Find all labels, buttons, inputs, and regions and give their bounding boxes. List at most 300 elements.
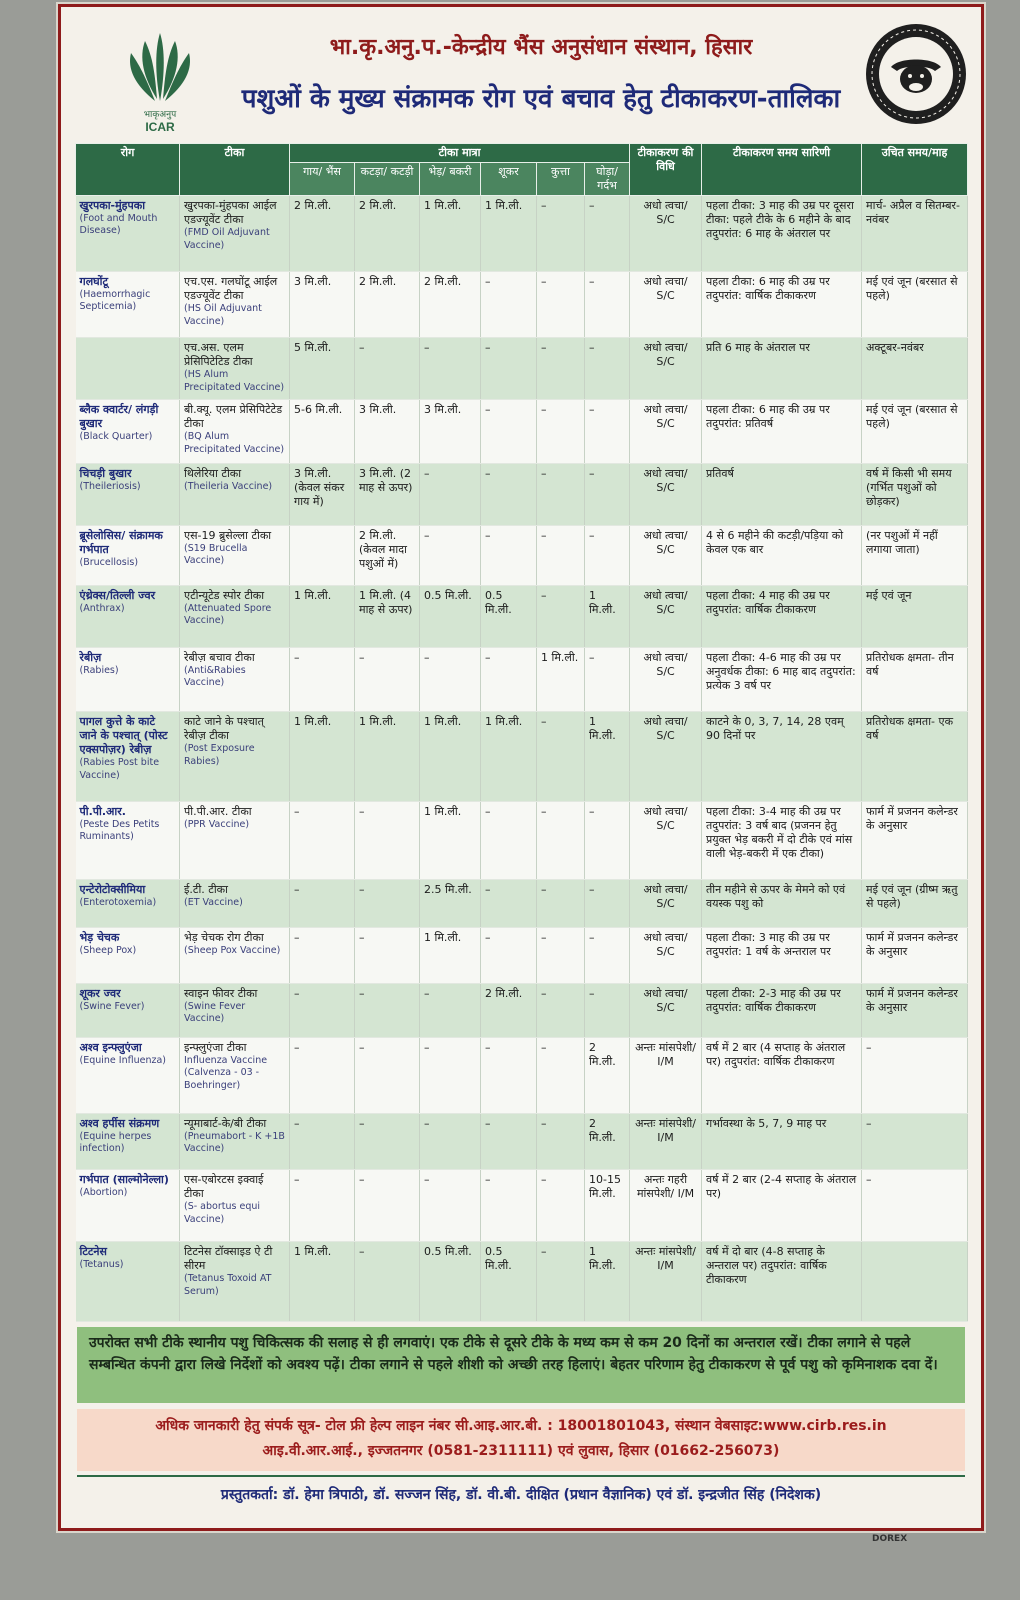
schedule-cell	[702, 338, 862, 400]
disease-cell	[76, 1114, 180, 1170]
dose-cell	[420, 712, 481, 802]
disease-name-en: (Enterotoxemia)	[79, 897, 157, 909]
vaccine-cell	[180, 196, 290, 272]
method-value: अधो त्वचा/ S/C	[643, 403, 688, 431]
schedule-value: 4 से 6 महीने की कटड़ी/पड़िया को केवल एक बार	[706, 529, 844, 557]
poster-header	[61, 7, 981, 142]
method-cell	[630, 984, 702, 1038]
institute-name: भा.कृ.अनु.प.-केन्द्रीय भैंस अनुसंधान संस्थान, हिसार	[329, 35, 753, 60]
dose-cell	[585, 984, 630, 1038]
dose-cell	[585, 1242, 630, 1322]
dose-cell	[290, 1170, 355, 1242]
disease-cell	[76, 1038, 180, 1114]
dose-cell	[420, 586, 481, 648]
table-row	[76, 586, 968, 648]
advisory-note: उपरोक्त सभी टीके स्थानीय पशु चिकित्सक की सलाह से ही लगवाएं। एक टीके से दूसरे टीके के मध्य कम से कम 20 दिनों का अन्तराल रखें। टीका लगाने से पहले सम्बन्धित कंपनी द्वारा लिखे निर्देशों को अवश्य पढ़ें। टीका लगाने से पहले शीशी को अच्छी तरह हिलाएं। बेहतर परिणाम हेतु टीकाकरण से पूर्व पशु को कृमिनाशक दवा दें।	[77, 1327, 965, 1403]
disease-name: ब्लैक क्वार्टर/ लंगड़ी बुखार	[79, 403, 159, 431]
method-value: अधो त्वचा/ S/C	[643, 651, 688, 679]
vaccine-name: पी.पी.आर. टीका	[184, 805, 252, 819]
season-cell	[862, 526, 968, 586]
vaccine-name-en: (HS Alum Precipitated Vaccine)	[184, 369, 285, 393]
dose-cell	[481, 338, 537, 400]
schedule-cell	[702, 1170, 862, 1242]
col-vaccine: टीका	[180, 144, 290, 196]
dose-cell	[420, 526, 481, 586]
dose-value: –	[294, 883, 300, 897]
season-cell	[862, 648, 968, 712]
dose-value: –	[424, 651, 430, 665]
dose-value: –	[541, 199, 547, 213]
season-cell	[862, 1114, 968, 1170]
dose-value: 1 मि.ली.	[294, 1245, 332, 1259]
disease-cell	[76, 586, 180, 648]
schedule-cell	[702, 1114, 862, 1170]
vaccine-name: इन्फ्लुएंजा टीका	[184, 1041, 247, 1055]
dose-cell	[537, 526, 585, 586]
schedule-value: पहला टीका: 4-6 माह की उम्र पर अनुवर्धक टीका: 6 माह बाद तदुपरांत: प्रत्येक 3 वर्ष पर	[706, 651, 856, 693]
vaccine-name: भेड़ चेचक रोग टीका	[184, 931, 264, 945]
vaccination-table	[75, 143, 968, 1322]
dose-value: –	[541, 403, 547, 417]
vaccine-cell	[180, 400, 290, 464]
dose-cell	[537, 648, 585, 712]
season-cell	[862, 464, 968, 526]
table-row	[76, 400, 968, 464]
dose-value: 1 मि.ली.	[589, 589, 616, 617]
dose-cell	[585, 1114, 630, 1170]
disease-cell	[76, 712, 180, 802]
dose-value: 2 मि.ली.	[359, 199, 397, 213]
method-value: अन्तः मांसपेशी/ I/M	[635, 1117, 696, 1145]
disease-name-en: (Tetanus)	[79, 1259, 124, 1271]
season-cell	[862, 984, 968, 1038]
vaccine-name-en: (Theileria Vaccine)	[184, 481, 273, 493]
season-cell	[862, 400, 968, 464]
dose-value: –	[589, 467, 595, 481]
dose-value: –	[589, 651, 595, 665]
vaccine-name-en: (Sheep Pox Vaccine)	[184, 945, 281, 957]
method-cell	[630, 526, 702, 586]
schedule-cell	[702, 400, 862, 464]
dose-value: –	[541, 467, 547, 481]
dose-value: –	[359, 1041, 365, 1055]
dose-cell	[481, 272, 537, 338]
table-row	[76, 196, 968, 272]
dose-cell	[355, 196, 420, 272]
method-value: अधो त्वचा/ S/C	[643, 987, 688, 1015]
dose-value: 1 मि.ली.	[424, 715, 462, 729]
vaccine-name: एस-19 ब्रुसेल्ला टीका	[184, 529, 272, 543]
dose-value: –	[294, 651, 300, 665]
dose-cell	[290, 1038, 355, 1114]
dose-cell	[537, 1242, 585, 1322]
disease-cell	[76, 648, 180, 712]
page-title: पशुओं के मुख्य संक्रामक रोग एवं बचाव हेतु टीकाकरण-तालिका	[241, 84, 841, 114]
dose-value: 3 मि.ली.	[359, 403, 397, 417]
vaccine-cell	[180, 712, 290, 802]
dose-value: –	[359, 1245, 365, 1259]
buffalo-seal-icon	[863, 21, 969, 127]
dose-value: 2 मि.ली.	[359, 275, 397, 289]
schedule-cell	[702, 196, 862, 272]
vaccine-name: टिटनेस टॉक्साइड ऐ टी सीरम	[184, 1245, 273, 1273]
disease-name-en: (Swine Fever)	[79, 1001, 145, 1013]
schedule-value: पहला टीका: 6 माह की उम्र पर तदुपरांत: वार्षिक टीकाकरण	[706, 275, 830, 303]
table-body	[76, 196, 968, 1322]
vaccine-name-en: (Swine Fever Vaccine)	[184, 1001, 246, 1025]
dose-cell	[290, 928, 355, 984]
dose-value: –	[589, 403, 595, 417]
season-value: मई एवं जून (बरसात से पहले)	[866, 275, 958, 303]
col-dose-horse: घोड़ा/ गर्दभ	[585, 163, 630, 196]
table-row	[76, 1170, 968, 1242]
method-value: अधो त्वचा/ S/C	[643, 341, 688, 369]
disease-name-en: (Black Quarter)	[79, 431, 153, 443]
method-cell	[630, 272, 702, 338]
dose-value: 2 मि.ली.	[424, 275, 462, 289]
season-cell	[862, 272, 968, 338]
dose-cell	[355, 712, 420, 802]
dose-value: –	[485, 1173, 491, 1187]
col-dose-cow: गाय/ भैंस	[290, 163, 355, 196]
col-dose: टीका मात्रा	[290, 144, 630, 163]
dose-value: –	[485, 529, 491, 543]
dose-value: –	[541, 931, 547, 945]
disease-name: अश्व इन्फ्लुएंजा	[79, 1041, 142, 1055]
dose-cell	[290, 984, 355, 1038]
dose-value: –	[359, 651, 365, 665]
vaccine-name: खुरपका-मुंहपका आईल एडज्यूवेंट टीका	[184, 199, 277, 227]
dose-cell	[420, 1170, 481, 1242]
vaccine-name: न्यूमाबार्ट-के/बी टीका	[184, 1117, 267, 1131]
method-cell	[630, 464, 702, 526]
dose-value: –	[589, 529, 595, 543]
dose-value: –	[541, 1117, 547, 1131]
disease-name: अश्व हर्पीस संक्रमण	[79, 1117, 160, 1131]
table-row	[76, 712, 968, 802]
schedule-cell	[702, 1038, 862, 1114]
schedule-value: पहला टीका: 3 माह की उम्र पर दूसरा टीका: पहले टीके के 6 महीने के बाद तदुपरांत: 6 माह के अंतराल पर	[706, 199, 854, 241]
schedule-value: वर्ष में 2 बार (4 सप्ताह के अंतराल पर) तदुपरांत: वार्षिक टीकाकरण	[706, 1041, 846, 1069]
method-value: अधो त्वचा/ S/C	[643, 883, 688, 911]
dose-cell	[420, 1038, 481, 1114]
dose-value: –	[359, 987, 365, 1001]
disease-cell	[76, 984, 180, 1038]
dose-cell	[420, 984, 481, 1038]
disease-name: गलघोंटू	[79, 275, 109, 289]
dose-value: –	[359, 883, 365, 897]
dose-cell	[420, 338, 481, 400]
dose-value: –	[485, 403, 491, 417]
dose-cell	[420, 928, 481, 984]
vaccine-name-en: (Anti&Rabies Vaccine)	[184, 665, 246, 689]
dose-cell	[481, 586, 537, 648]
dose-cell	[537, 272, 585, 338]
dose-value: 3 मि.ली.	[294, 275, 332, 289]
method-value: अधो त्वचा/ S/C	[643, 805, 688, 833]
season-value: –	[866, 1041, 872, 1055]
table-row	[76, 648, 968, 712]
dose-value: 1 मि.ली.	[424, 931, 462, 945]
vaccine-name-en: (FMD Oil Adjuvant Vaccine)	[184, 227, 270, 251]
dose-value: –	[424, 1173, 430, 1187]
dose-cell	[355, 400, 420, 464]
dose-cell	[355, 648, 420, 712]
disease-name: खुरपका-मुंहपका	[79, 199, 146, 213]
season-value: मई एवं जून (ग्रीष्म ऋतु से पहले)	[866, 883, 958, 911]
dose-cell	[290, 712, 355, 802]
vaccine-cell	[180, 1114, 290, 1170]
credits: प्रस्तुतकर्ता: डॉ. हेमा त्रिपाठी, डॉ. सज्जन सिंह, डॉ. वी.बी. दीक्षित (प्रधान वैज्ञानिक) एवं डॉ. इन्द्रजीत सिंह (निदेशक)	[77, 1475, 965, 1517]
col-disease: रोग	[76, 144, 180, 196]
dose-value: 1 मि.ली.	[294, 589, 332, 603]
schedule-cell	[702, 928, 862, 984]
dose-value: 1 मि.ली.	[424, 199, 462, 213]
disease-cell	[76, 1170, 180, 1242]
method-cell	[630, 400, 702, 464]
vaccine-name: एटीन्यूटेड स्पोर टीका	[184, 589, 265, 603]
schedule-cell	[702, 464, 862, 526]
col-season: उचित समय/माह	[862, 144, 968, 196]
dose-cell	[481, 526, 537, 586]
method-cell	[630, 648, 702, 712]
dose-value: –	[541, 341, 547, 355]
season-value: –	[866, 1173, 872, 1187]
vaccine-cell	[180, 338, 290, 400]
schedule-cell	[702, 272, 862, 338]
disease-name: पी.पी.आर.	[79, 805, 126, 819]
dose-cell	[290, 586, 355, 648]
disease-name: चिचड़ी बुखार	[79, 467, 132, 481]
dose-value: –	[541, 1041, 547, 1055]
dose-value: –	[485, 275, 491, 289]
dose-value: 0.5 मि.ली.	[424, 589, 472, 603]
dose-value: 3 मि.ली. (2 माह से ऊपर)	[359, 467, 413, 495]
disease-name-en: (Brucellosis)	[79, 557, 139, 569]
disease-name-en: (Foot and Mouth Disease)	[79, 213, 158, 237]
vaccine-cell	[180, 984, 290, 1038]
frame-brand: DOREX	[872, 1534, 908, 1544]
vaccine-name: ई.टी. टीका	[184, 883, 228, 897]
dose-value: –	[485, 651, 491, 665]
dose-value: –	[541, 1245, 547, 1259]
dose-cell	[481, 1114, 537, 1170]
dose-cell	[481, 1170, 537, 1242]
disease-cell	[76, 802, 180, 880]
method-value: अन्तः मांसपेशी/ I/M	[635, 1041, 696, 1069]
method-cell	[630, 1170, 702, 1242]
dose-value: –	[541, 589, 547, 603]
dose-cell	[355, 802, 420, 880]
col-dose-pig: शूकर	[481, 163, 537, 196]
dose-cell	[290, 272, 355, 338]
dose-cell	[355, 1114, 420, 1170]
dose-value: –	[424, 1041, 430, 1055]
vaccine-name: एच.एस. गलघोंटू आईल एडज्यूवेंट टीका	[184, 275, 278, 303]
table-row	[76, 1242, 968, 1322]
season-cell	[862, 196, 968, 272]
season-value: मई एवं जून (बरसात से पहले)	[866, 403, 958, 431]
dose-value: –	[485, 805, 491, 819]
schedule-value: तीन महीने से ऊपर के मेमने को एवं वयस्क पशु को	[706, 883, 846, 911]
dose-cell	[290, 526, 355, 586]
dose-cell	[355, 928, 420, 984]
dose-cell	[537, 586, 585, 648]
dose-cell	[537, 712, 585, 802]
dose-value: –	[485, 1117, 491, 1131]
dose-value: 2 मि.ली.	[589, 1117, 616, 1145]
vaccine-name: एच.अस. एलम प्रेसिपिटेटिड टीका	[184, 341, 253, 369]
dose-cell	[290, 880, 355, 928]
schedule-cell	[702, 984, 862, 1038]
schedule-cell	[702, 880, 862, 928]
schedule-cell	[702, 1242, 862, 1322]
season-value: प्रतिरोधक क्षमता- एक वर्ष	[866, 715, 954, 743]
dose-value: –	[485, 883, 491, 897]
dose-cell	[355, 338, 420, 400]
dose-cell	[355, 984, 420, 1038]
schedule-value: पहला टीका: 6 माह की उम्र पर तदुपरांत: प्रतिवर्ष	[706, 403, 830, 431]
season-cell	[862, 1038, 968, 1114]
dose-value: –	[294, 1173, 300, 1187]
wheat-logo-icon	[105, 19, 215, 137]
dose-value: –	[541, 275, 547, 289]
dose-value: 2 मि.ली. (केवल मादा पशुओं में)	[359, 529, 407, 571]
dose-cell	[585, 196, 630, 272]
dose-value: –	[485, 931, 491, 945]
dose-value: –	[541, 883, 547, 897]
dose-cell	[355, 1038, 420, 1114]
svg-text:भाकृअनुप: भाकृअनुप	[143, 110, 177, 120]
disease-cell	[76, 196, 180, 272]
dose-cell	[585, 400, 630, 464]
schedule-value: प्रति 6 माह के अंतराल पर	[706, 341, 810, 355]
dose-cell	[355, 586, 420, 648]
method-value: अधो त्वचा/ S/C	[643, 275, 688, 303]
dose-cell	[290, 1114, 355, 1170]
dose-cell	[585, 1170, 630, 1242]
dose-cell	[481, 802, 537, 880]
dose-cell	[420, 1114, 481, 1170]
dose-value: –	[541, 987, 547, 1001]
method-cell	[630, 880, 702, 928]
schedule-cell	[702, 586, 862, 648]
season-cell	[862, 712, 968, 802]
season-value: फार्म में प्रजनन कलेन्डर के अनुसार	[866, 805, 958, 833]
dose-cell	[481, 928, 537, 984]
dose-value: 1 मि.ली. (4 माह से ऊपर)	[359, 589, 413, 617]
vaccine-name: एस-एबोरटस इक्वाई टीका	[184, 1173, 264, 1201]
dose-value: –	[359, 1117, 365, 1131]
dose-cell	[290, 338, 355, 400]
icar-logo	[105, 19, 215, 137]
dose-cell	[290, 400, 355, 464]
vaccine-cell	[180, 464, 290, 526]
dose-value: 0.5 मि.ली.	[424, 1245, 472, 1259]
dose-cell	[537, 338, 585, 400]
dose-cell	[481, 196, 537, 272]
dose-value: –	[485, 1041, 491, 1055]
dose-value: 1 मि.ली.	[485, 199, 523, 213]
schedule-cell	[702, 648, 862, 712]
table-row	[76, 880, 968, 928]
dose-value: 3 मि.ली.	[424, 403, 462, 417]
dose-value: –	[359, 805, 365, 819]
dose-cell	[420, 648, 481, 712]
method-cell	[630, 928, 702, 984]
method-value: अधो त्वचा/ S/C	[643, 529, 688, 557]
dose-value: –	[541, 1173, 547, 1187]
schedule-value: पहला टीका: 4 माह की उम्र पर तदुपरांत: वार्षिक टीकाकरण	[706, 589, 830, 617]
dose-cell	[481, 712, 537, 802]
poster-board	[58, 4, 984, 1531]
vaccine-cell	[180, 802, 290, 880]
disease-name-en: (Abortion)	[79, 1187, 128, 1199]
vaccine-cell	[180, 526, 290, 586]
schedule-value: काटने के 0, 3, 7, 14, 28 एवम् 90 दिनों पर	[706, 715, 844, 743]
season-value: मार्च- अप्रैल व सितम्बर-नवंबर	[866, 199, 961, 227]
dose-value: –	[589, 987, 595, 1001]
dose-cell	[420, 880, 481, 928]
disease-name-en: (Peste Des Petits Ruminants)	[79, 819, 160, 843]
vaccine-name-en: (S19 Brucella Vaccine)	[184, 543, 248, 567]
vaccine-cell	[180, 928, 290, 984]
disease-cell	[76, 928, 180, 984]
dose-cell	[290, 196, 355, 272]
schedule-cell	[702, 526, 862, 586]
dose-cell	[537, 928, 585, 984]
method-value: अन्तः गहरी मांसपेशी/ I/M	[636, 1173, 695, 1201]
dose-cell	[481, 400, 537, 464]
method-cell	[630, 1242, 702, 1322]
season-cell	[862, 586, 968, 648]
dose-value: –	[485, 341, 491, 355]
dose-value: –	[424, 529, 430, 543]
vaccine-name-en: (Tetanus Toxoid AT Serum)	[184, 1273, 272, 1297]
disease-name-en: (Anthrax)	[79, 603, 125, 615]
dose-cell	[585, 526, 630, 586]
dose-value: 2 मि.ली.	[294, 199, 332, 213]
dose-value: –	[359, 341, 365, 355]
disease-cell	[76, 880, 180, 928]
dose-cell	[481, 1038, 537, 1114]
dose-value: –	[589, 883, 595, 897]
vaccine-name: रेबीज़ बचाव टीका	[184, 651, 255, 665]
season-value: अक्टूबर-नवंबर	[866, 341, 924, 355]
dose-cell	[537, 984, 585, 1038]
contact-info	[77, 1409, 965, 1471]
disease-name: गर्भपात (साल्मोनेल्ला)	[79, 1173, 169, 1187]
season-value: –	[866, 1117, 872, 1131]
dose-cell	[355, 1170, 420, 1242]
disease-name-en: (Equine Influenza)	[79, 1055, 166, 1067]
dose-cell	[585, 272, 630, 338]
season-cell	[862, 338, 968, 400]
table-row	[76, 928, 968, 984]
table-row	[76, 984, 968, 1038]
method-cell	[630, 586, 702, 648]
dose-value: 1 मि.ली.	[359, 715, 397, 729]
dose-value: –	[294, 1041, 300, 1055]
season-value: मई एवं जून	[866, 589, 912, 603]
method-value: अधो त्वचा/ S/C	[643, 589, 688, 617]
vaccine-name-en: (ET Vaccine)	[184, 897, 243, 909]
dose-cell	[420, 400, 481, 464]
contact-line-2: आइ.वी.आर.आई., इज्जतनगर (0581-2311111) एवं लुवास, हिसार (01662-256073)	[262, 1442, 780, 1459]
dose-value: –	[541, 805, 547, 819]
dose-cell	[355, 464, 420, 526]
disease-name-en: (Rabies Post bite Vaccine)	[79, 757, 160, 781]
